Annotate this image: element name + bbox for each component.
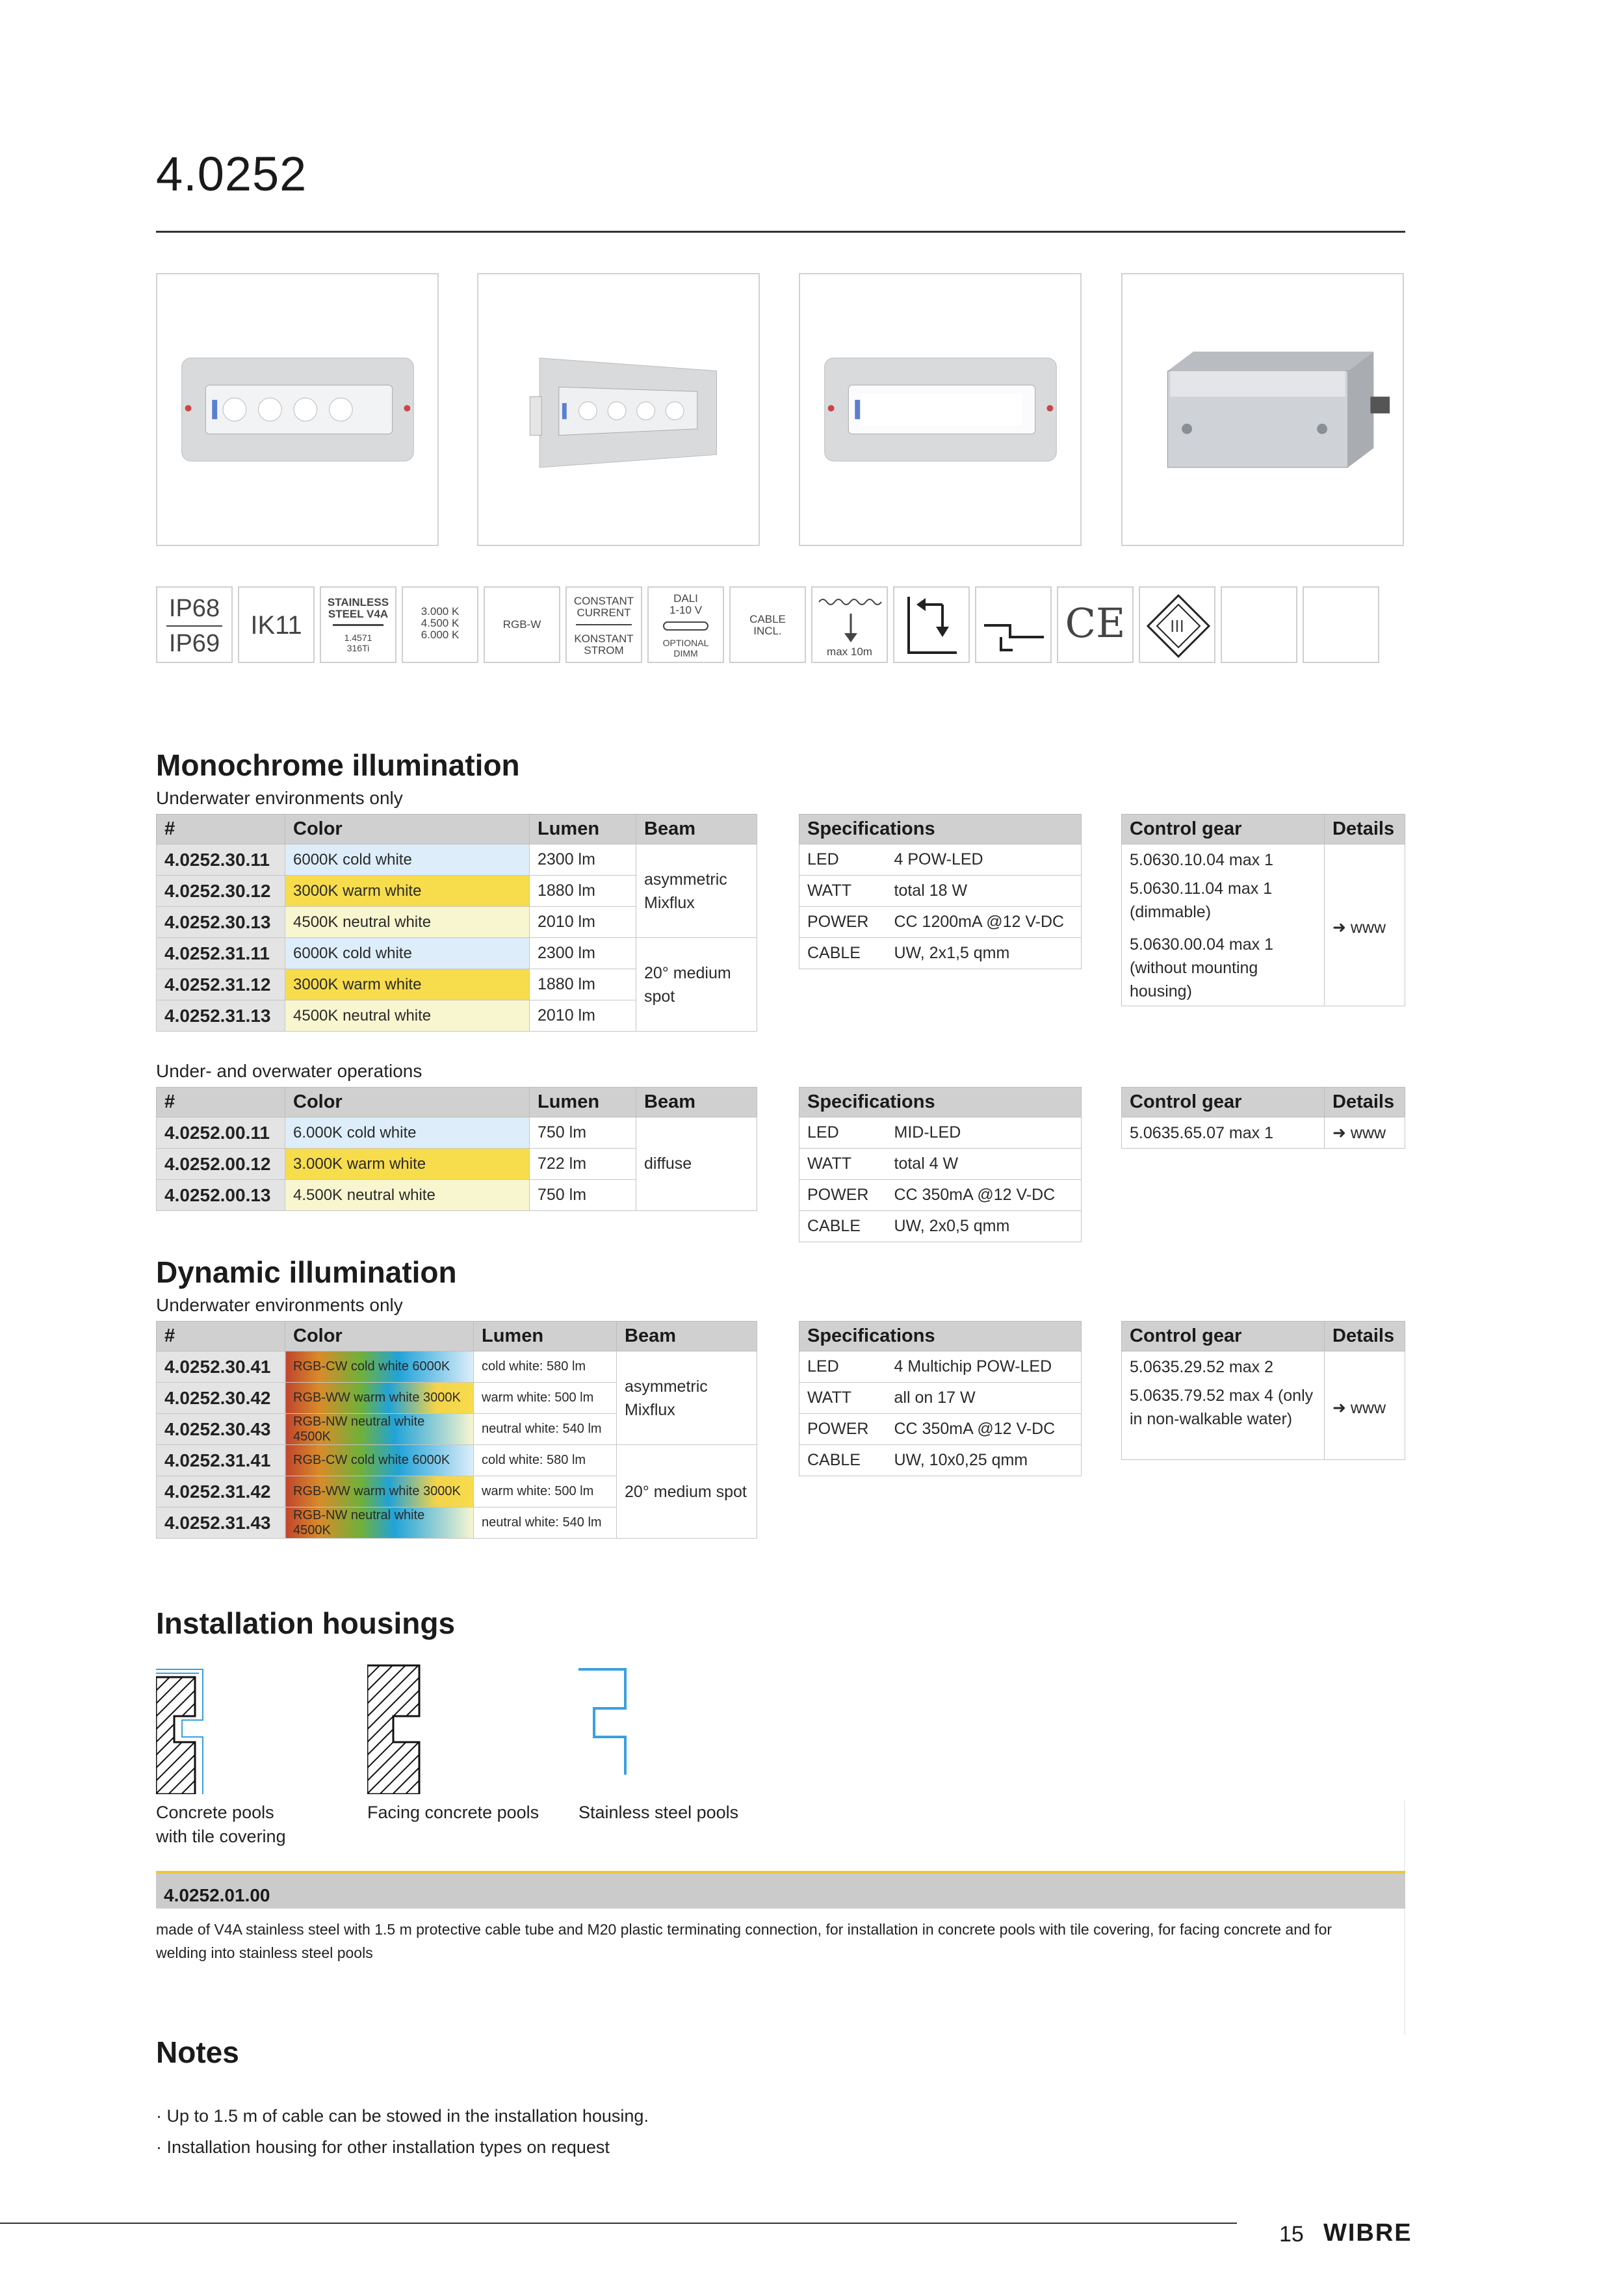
table-cell: 3000K warm white: [285, 876, 530, 907]
table-cell: 1880 lm: [530, 969, 636, 1000]
table-cell: all on 17 W: [887, 1383, 1082, 1414]
table-cell: 4.0252.31.13: [157, 1000, 285, 1032]
mono-overwater-table: [156, 1087, 757, 1211]
table-cell: 3.000K warm white: [285, 1149, 530, 1180]
product-photo-side: [477, 273, 760, 546]
spec-row: [799, 876, 1082, 907]
constant-current-icon: CONSTANT CURRENT KONSTANT STROM: [565, 586, 642, 663]
table-header-cell: Lumen: [474, 1322, 617, 1351]
table-cell: 20° medium spot: [636, 938, 757, 1032]
dali-dimming-icon: DALI 1-10 V OPTIONAL DIMM: [647, 586, 724, 663]
housing-description: made of V4A stainless steel with 1.5 m protective cable tube and M20 plastic terminating connection, for installation in concrete pools with tile covering, for facing concrete and for welding into stainless steel pools: [156, 1921, 1332, 1961]
table-header-cell: Control gear: [1122, 815, 1325, 844]
table-cell: cold white: 580 lm: [474, 1351, 617, 1383]
table-cell: 4.0252.30.42: [157, 1383, 285, 1414]
table-cell: 6000K cold white: [285, 844, 530, 876]
mono-spec-table-2: [799, 1087, 1082, 1242]
table-cell: total 4 W: [887, 1149, 1082, 1180]
spec-row: [799, 1351, 1082, 1383]
table-cell: WATT: [799, 1383, 887, 1414]
stainless-steel-icon: STAINLESS STEEL V4A 1.4571 316Ti: [320, 586, 396, 663]
table-cell: 5.0630.10.04 max 1: [1122, 844, 1325, 872]
table-row: [157, 844, 757, 876]
spec-row: [799, 1149, 1082, 1180]
note-item: · Up to 1.5 m of cable can be stowed in the installation housing.: [156, 2106, 649, 2126]
details-www-link[interactable]: ➜ www: [1325, 1117, 1405, 1149]
page-number: 15: [1279, 2222, 1304, 2247]
table-cell: 5.0630.11.04 max 1 (dimmable): [1122, 872, 1325, 928]
table-cell: UW, 10x0,25 qmm: [887, 1445, 1082, 1476]
mono-spec-table-1: [799, 814, 1082, 969]
table-cell: CABLE: [799, 938, 887, 969]
table-header-cell: Lumen: [530, 815, 636, 844]
table-cell: 4.0252.30.13: [157, 907, 285, 938]
spec-row: [799, 1180, 1082, 1211]
note-item: · Installation housing for other installation types on request: [156, 2137, 610, 2157]
table-cell: 4.500K neutral white: [285, 1180, 530, 1211]
ip-rating-icon: IP68 IP69: [156, 586, 233, 663]
table-cell: 4.0252.31.42: [157, 1476, 285, 1507]
table-cell: 4500K neutral white: [285, 1000, 530, 1032]
dyn-heading: Dynamic illumination: [156, 1255, 457, 1289]
table-cell: 2300 lm: [530, 938, 636, 969]
table-cell: RGB-WW warm white 3000K: [285, 1476, 474, 1507]
table-cell: neutral white: 540 lm: [474, 1414, 617, 1445]
concrete-tile-diagram: [156, 1664, 227, 1797]
table-cell: 4.0252.31.43: [157, 1507, 285, 1539]
table-header-cell: #: [157, 1322, 285, 1351]
table-cell: RGB-WW warm white 3000K: [285, 1383, 474, 1414]
housing-label-steel: Stainless steel pools: [578, 1803, 739, 1822]
table-cell: 2300 lm: [530, 844, 636, 876]
table-header-cell: Color: [285, 1088, 530, 1117]
title-divider: [156, 231, 1405, 233]
housing-code-bar: 4.0252.01.00: [156, 1871, 1405, 1909]
table-header-cell: Specifications: [799, 1322, 1082, 1351]
table-cell: 750 lm: [530, 1117, 636, 1149]
flush-mount-icon: [975, 586, 1052, 663]
facing-concrete-diagram: [367, 1664, 439, 1797]
housing-label-facing: Facing concrete pools: [367, 1803, 539, 1822]
table-header-cell: Details: [1325, 815, 1405, 844]
ik11-icon: IK11: [238, 586, 315, 663]
table-cell: 3000K warm white: [285, 969, 530, 1000]
table-cell: CC 350mA @12 V-DC: [887, 1414, 1082, 1445]
spec-row: [799, 1383, 1082, 1414]
dyn-spec-table: [799, 1321, 1082, 1476]
color-temperature-icon: 3.000 K 4.500 K 6.000 K: [402, 586, 478, 663]
details-www-link[interactable]: ➜ www: [1325, 844, 1405, 1006]
rgbw-icon: RGB-W: [484, 586, 560, 663]
table-header-cell: Beam: [636, 1088, 757, 1117]
table-cell: 4.0252.30.12: [157, 876, 285, 907]
table-cell: cold white: 580 lm: [474, 1445, 617, 1476]
table-cell: MID-LED: [887, 1117, 1082, 1149]
empty-icon-slot: [1303, 586, 1379, 663]
spec-row: [799, 907, 1082, 938]
table-cell: 4 POW-LED: [887, 844, 1082, 876]
table-cell: UW, 2x0,5 qmm: [887, 1211, 1082, 1242]
mono-sub-overwater: Under- and overwater operations: [156, 1061, 422, 1081]
table-cell: 2010 lm: [530, 1000, 636, 1032]
table-cell: CABLE: [799, 1445, 887, 1476]
table-cell: LED: [799, 1117, 887, 1149]
spec-row: [799, 1414, 1082, 1445]
table-cell: 6.000K cold white: [285, 1117, 530, 1149]
ce-mark-icon: CE: [1057, 586, 1134, 663]
mono-control-gear-table-1: [1121, 814, 1405, 1006]
table-cell: 5.0635.29.52 max 2: [1122, 1351, 1325, 1379]
table-cell: 4.0252.00.11: [157, 1117, 285, 1149]
table-header-cell: #: [157, 1088, 285, 1117]
protection-class-iii-icon: III: [1139, 586, 1215, 663]
table-cell: 5.0635.79.52 max 4 (only in non-walkable water): [1122, 1379, 1325, 1459]
table-cell: RGB-CW cold white 6000K: [285, 1351, 474, 1383]
mono-underwater-table: [156, 814, 757, 1032]
table-cell: WATT: [799, 876, 887, 907]
spec-row: [799, 938, 1082, 969]
brand-logo: WIBRE: [1323, 2219, 1412, 2247]
table-cell: 4500K neutral white: [285, 907, 530, 938]
depth-max-icon: max 10m: [811, 586, 888, 663]
notes-heading: Notes: [156, 2035, 239, 2069]
table-cell: RGB-NW neutral white 4500K: [285, 1414, 474, 1445]
table-cell: 5.0630.00.04 max 1 (without mounting housing): [1122, 928, 1325, 1006]
table-cell: LED: [799, 1351, 887, 1383]
mono-sub-underwater: Underwater environments only: [156, 788, 403, 808]
table-cell: asymmetric Mixflux: [636, 844, 757, 938]
table-cell: 4.0252.31.11: [157, 938, 285, 969]
stainless-steel-diagram: [578, 1664, 650, 1797]
table-row: [157, 938, 757, 969]
table-row: [157, 1117, 757, 1149]
table-header-cell: Details: [1325, 1088, 1405, 1117]
table-cell: 4 Multichip POW-LED: [887, 1351, 1082, 1383]
feature-icon-strip: [156, 586, 1405, 663]
product-photo-housing: [1121, 273, 1404, 546]
table-header-cell: Control gear: [1122, 1322, 1325, 1351]
table-cell: neutral white: 540 lm: [474, 1507, 617, 1539]
table-cell: 4.0252.31.12: [157, 969, 285, 1000]
table-cell: CC 1200mA @12 V-DC: [887, 907, 1082, 938]
table-cell: total 18 W: [887, 876, 1082, 907]
table-header-cell: Control gear: [1122, 1088, 1325, 1117]
right-rule: [1404, 1801, 1405, 2035]
table-cell: 4.0252.30.11: [157, 844, 285, 876]
table-cell: 1880 lm: [530, 876, 636, 907]
table-cell: 750 lm: [530, 1180, 636, 1211]
page-title: 4.0252: [156, 147, 307, 201]
spec-row: [799, 1211, 1082, 1242]
cable-included-icon: CABLE INCL.: [729, 586, 806, 663]
table-cell: POWER: [799, 1414, 887, 1445]
table-header-cell: Beam: [636, 815, 757, 844]
table-cell: 6000K cold white: [285, 938, 530, 969]
table-header-cell: Specifications: [799, 1088, 1082, 1117]
table-cell: asymmetric Mixflux: [617, 1351, 757, 1445]
table-cell: 2010 lm: [530, 907, 636, 938]
table-cell: 722 lm: [530, 1149, 636, 1180]
table-cell: CABLE: [799, 1211, 887, 1242]
spec-row: [799, 1445, 1082, 1476]
table-header-cell: Specifications: [799, 815, 1082, 844]
dyn-table: [156, 1321, 757, 1539]
table-header-cell: Details: [1325, 1322, 1405, 1351]
table-row: [157, 1351, 757, 1383]
table-cell: 4.0252.00.13: [157, 1180, 285, 1211]
table-row: [157, 1445, 757, 1476]
table-cell: RGB-CW cold white 6000K: [285, 1445, 474, 1476]
product-photo-front: [156, 273, 439, 546]
table-header-cell: Color: [285, 1322, 474, 1351]
table-cell: WATT: [799, 1149, 887, 1180]
table-cell: RGB-NW neutral white 4500K: [285, 1507, 474, 1539]
mono-heading: Monochrome illumination: [156, 748, 520, 782]
table-cell: warm white: 500 lm: [474, 1383, 617, 1414]
dyn-control-gear-table: [1121, 1321, 1405, 1460]
table-header-cell: Lumen: [530, 1088, 636, 1117]
mono-control-gear-table-2: [1121, 1087, 1405, 1149]
empty-icon-slot: [1221, 586, 1297, 663]
table-header-cell: #: [157, 815, 285, 844]
table-cell: 5.0635.65.07 max 1: [1122, 1117, 1325, 1149]
spec-row: [799, 844, 1082, 876]
table-cell: CC 350mA @12 V-DC: [887, 1180, 1082, 1211]
table-cell: 4.0252.30.41: [157, 1351, 285, 1383]
details-www-link[interactable]: ➜ www: [1325, 1351, 1405, 1460]
spec-row: [799, 1117, 1082, 1149]
table-header-cell: Color: [285, 815, 530, 844]
table-cell: warm white: 500 lm: [474, 1476, 617, 1507]
housings-heading: Installation housings: [156, 1606, 456, 1640]
table-cell: 4.0252.31.41: [157, 1445, 285, 1476]
table-cell: POWER: [799, 1180, 887, 1211]
housing-label-tile: Concrete pools with tile covering: [156, 1803, 286, 1846]
footer-rule: [0, 2223, 1237, 2224]
table-cell: 4.0252.30.43: [157, 1414, 285, 1445]
table-cell: LED: [799, 844, 887, 876]
product-photo-diffuse: [799, 273, 1082, 546]
table-cell: UW, 2x1,5 qmm: [887, 938, 1082, 969]
table-header-cell: Beam: [617, 1322, 757, 1351]
mounting-direction-icon: [893, 586, 970, 663]
table-cell: diffuse: [636, 1117, 757, 1211]
table-cell: POWER: [799, 907, 887, 938]
table-cell: 4.0252.00.12: [157, 1149, 285, 1180]
dyn-sub: Underwater environments only: [156, 1295, 403, 1315]
table-cell: 20° medium spot: [617, 1445, 757, 1539]
